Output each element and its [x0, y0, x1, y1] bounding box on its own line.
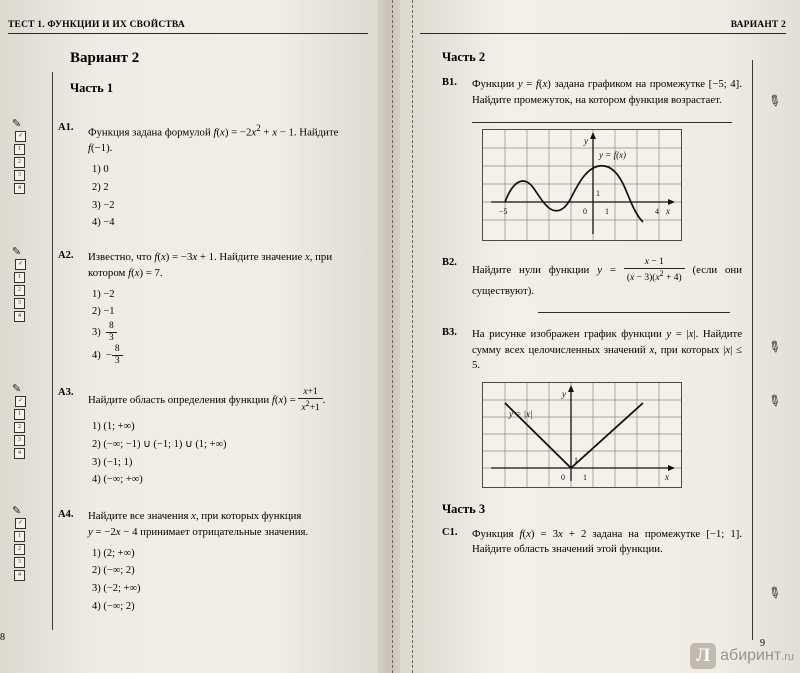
task-c1	[442, 527, 742, 558]
answer-box[interactable]: 2	[14, 544, 25, 555]
task-text: Найдите все значения x, при которых функция y = −2x − 4 принимает отрицательные значения.	[88, 510, 309, 538]
part-heading-2: Часть 2	[442, 50, 486, 64]
svg-text:−5: −5	[499, 207, 508, 217]
svg-text:1: 1	[583, 472, 587, 482]
option[interactable]: 1) (1; +∞)	[92, 420, 135, 432]
answer-box[interactable]: 1	[14, 409, 25, 420]
svg-text:1: 1	[574, 455, 578, 465]
answer-box[interactable]: 4	[14, 311, 25, 322]
svg-text:0: 0	[583, 207, 587, 217]
task-options	[92, 161, 368, 232]
answer-boxes-a3[interactable]	[12, 382, 34, 459]
answer-box[interactable]: 2	[14, 157, 25, 168]
task-a1	[12, 118, 368, 232]
task-code: В1.	[442, 77, 457, 88]
labirint-name-text: абиринт	[720, 647, 782, 664]
task-text: Функция f(x) = 3x + 2 задана на промежутке [−1; 1]. Найдите область значений этой функции.	[472, 527, 743, 556]
option[interactable]: 3) (−1; 1)	[92, 456, 133, 468]
pencil-icon: ✎✓	[12, 120, 34, 142]
task-text: Найдите нули функции y = $\frac{x - 1}{(x - 3)(x^2 + 4)}$ (если они существуют).	[472, 257, 742, 298]
svg-text:y: y	[562, 388, 566, 399]
task-b3	[442, 327, 742, 374]
answer-box[interactable]: 4	[14, 448, 25, 459]
perforation-line-right	[412, 0, 413, 673]
pencil-icon: ✎✓	[12, 248, 34, 270]
task-code: В3.	[442, 326, 457, 338]
answer-box[interactable]: 1	[14, 272, 25, 283]
svg-text:1: 1	[596, 189, 600, 199]
labirint-logo: Л	[690, 643, 716, 669]
task-a2	[12, 246, 368, 367]
perforation-line-left	[392, 0, 393, 673]
pencil-icon: ✎✓	[12, 385, 34, 407]
graph-b3	[482, 382, 682, 488]
answer-boxes-a4[interactable]	[12, 507, 34, 581]
option[interactable]: 3) −2	[92, 199, 115, 211]
task-options	[92, 418, 368, 489]
labirint-domain: .ru	[781, 651, 794, 663]
option[interactable]: 4) (−∞; +∞)	[92, 474, 143, 486]
option[interactable]: 2) (−∞; 2)	[92, 565, 135, 577]
svg-text:x: x	[666, 206, 670, 217]
task-text: Функция задана формулой $f(x) = -2x^2 + x - 1$. Найдите f(−1).	[88, 123, 339, 155]
page-number-right: 9	[760, 638, 765, 649]
answer-boxes-a1[interactable]	[12, 120, 34, 194]
pencil-icon: ✎	[764, 391, 784, 413]
option[interactable]: 1) (2; +∞)	[92, 547, 135, 559]
page-title-left: Вариант 2	[70, 50, 140, 66]
svg-text:x: x	[665, 471, 669, 482]
option[interactable]: 2) 2	[92, 181, 109, 193]
task-text: На рисунке изображен график функции y = |x|. Найдите сумму всех целочисленных значений x, при которых |x| ≤ 5.	[472, 327, 743, 372]
watermark-labirint	[690, 643, 794, 669]
option[interactable]: 4) − $\frac{8}{3}$	[92, 344, 368, 367]
task-a4	[12, 505, 368, 616]
pencil-icon: ✎	[764, 583, 784, 605]
page-number-left: 8	[0, 632, 5, 643]
graph-b1-svg	[483, 130, 681, 240]
svg-text:y = |x|: y = |x|	[509, 408, 533, 419]
option[interactable]: 1) 0	[92, 163, 109, 175]
labirint-name	[720, 647, 794, 665]
option[interactable]: 3) (−2; +∞)	[92, 583, 141, 595]
option[interactable]: 2) (−∞; −1) ∪ (−1; 1) ∪ (1; +∞)	[92, 438, 227, 450]
answer-box[interactable]: 3	[14, 435, 25, 446]
part-heading-3: Часть 3	[442, 501, 486, 516]
svg-text:1: 1	[605, 207, 609, 217]
answer-box[interactable]: 1	[14, 531, 25, 542]
svg-text:0: 0	[561, 472, 565, 482]
task-code: А1.	[58, 122, 74, 133]
task-a3	[12, 382, 368, 489]
task-text: Функции y = f(x) задана графиком на промежутке [−5; 4]. Найдите промежуток, на котором функция возрастает.	[472, 78, 742, 106]
task-options	[92, 545, 368, 616]
part-heading-1: Часть 1	[70, 81, 114, 95]
task-code: А2.	[58, 250, 74, 262]
graph-b3-svg	[483, 383, 681, 487]
answer-box[interactable]: 1	[14, 144, 25, 155]
answer-box[interactable]: 3	[14, 557, 25, 568]
right-page	[420, 20, 786, 660]
running-head-left: ТЕСТ 1. ФУНКЦИИ И ИХ СВОЙСТВА	[8, 20, 185, 30]
option[interactable]: 1) −2	[92, 288, 115, 300]
answer-box[interactable]: 3	[14, 298, 25, 309]
task-code: С1.	[442, 526, 458, 538]
header-rule-right	[420, 33, 786, 34]
option[interactable]: 3) $\frac{8}{3}$	[92, 321, 368, 344]
task-options	[92, 286, 368, 367]
option[interactable]: 4) (−∞; 2)	[92, 601, 135, 613]
header-rule-left	[8, 33, 368, 34]
answer-box[interactable]: 4	[14, 570, 25, 581]
option[interactable]: 2) −1	[92, 306, 115, 318]
running-head-right: ВАРИАНТ 2	[730, 20, 786, 30]
task-text: Известно, что f(x) = −3x + 1. Найдите значение x, при котором f(x) = 7.	[88, 251, 333, 279]
task-code: А4.	[58, 509, 74, 521]
answer-line[interactable]	[472, 112, 732, 123]
svg-text:y = f(x): y = f(x)	[599, 150, 627, 161]
svg-text:4: 4	[655, 207, 659, 217]
answer-box[interactable]: 2	[14, 422, 25, 433]
task-code: В2.	[442, 257, 457, 269]
answer-boxes-a2[interactable]	[12, 248, 34, 322]
graph-b1	[482, 129, 682, 241]
pencil-icon: ✎✓	[12, 507, 34, 529]
answer-box[interactable]: 2	[14, 285, 25, 296]
margin-rule-right	[752, 60, 753, 640]
task-code: А3.	[58, 386, 74, 398]
pencil-icon: ✎	[764, 337, 784, 359]
pencil-icon: ✎	[764, 91, 784, 113]
option[interactable]: 4) −4	[92, 217, 115, 229]
answer-column-rule	[52, 72, 53, 630]
task-b1	[442, 77, 742, 123]
task-b2	[442, 257, 742, 313]
answer-box[interactable]: 3	[14, 170, 25, 181]
svg-text:y: y	[584, 136, 588, 147]
answer-box[interactable]: 4	[14, 183, 25, 194]
task-text: Найдите область определения функции f(x) = $\frac{x+1}{x^2+1}$ .	[88, 386, 326, 413]
answer-line[interactable]	[538, 302, 730, 313]
left-page	[0, 20, 368, 660]
